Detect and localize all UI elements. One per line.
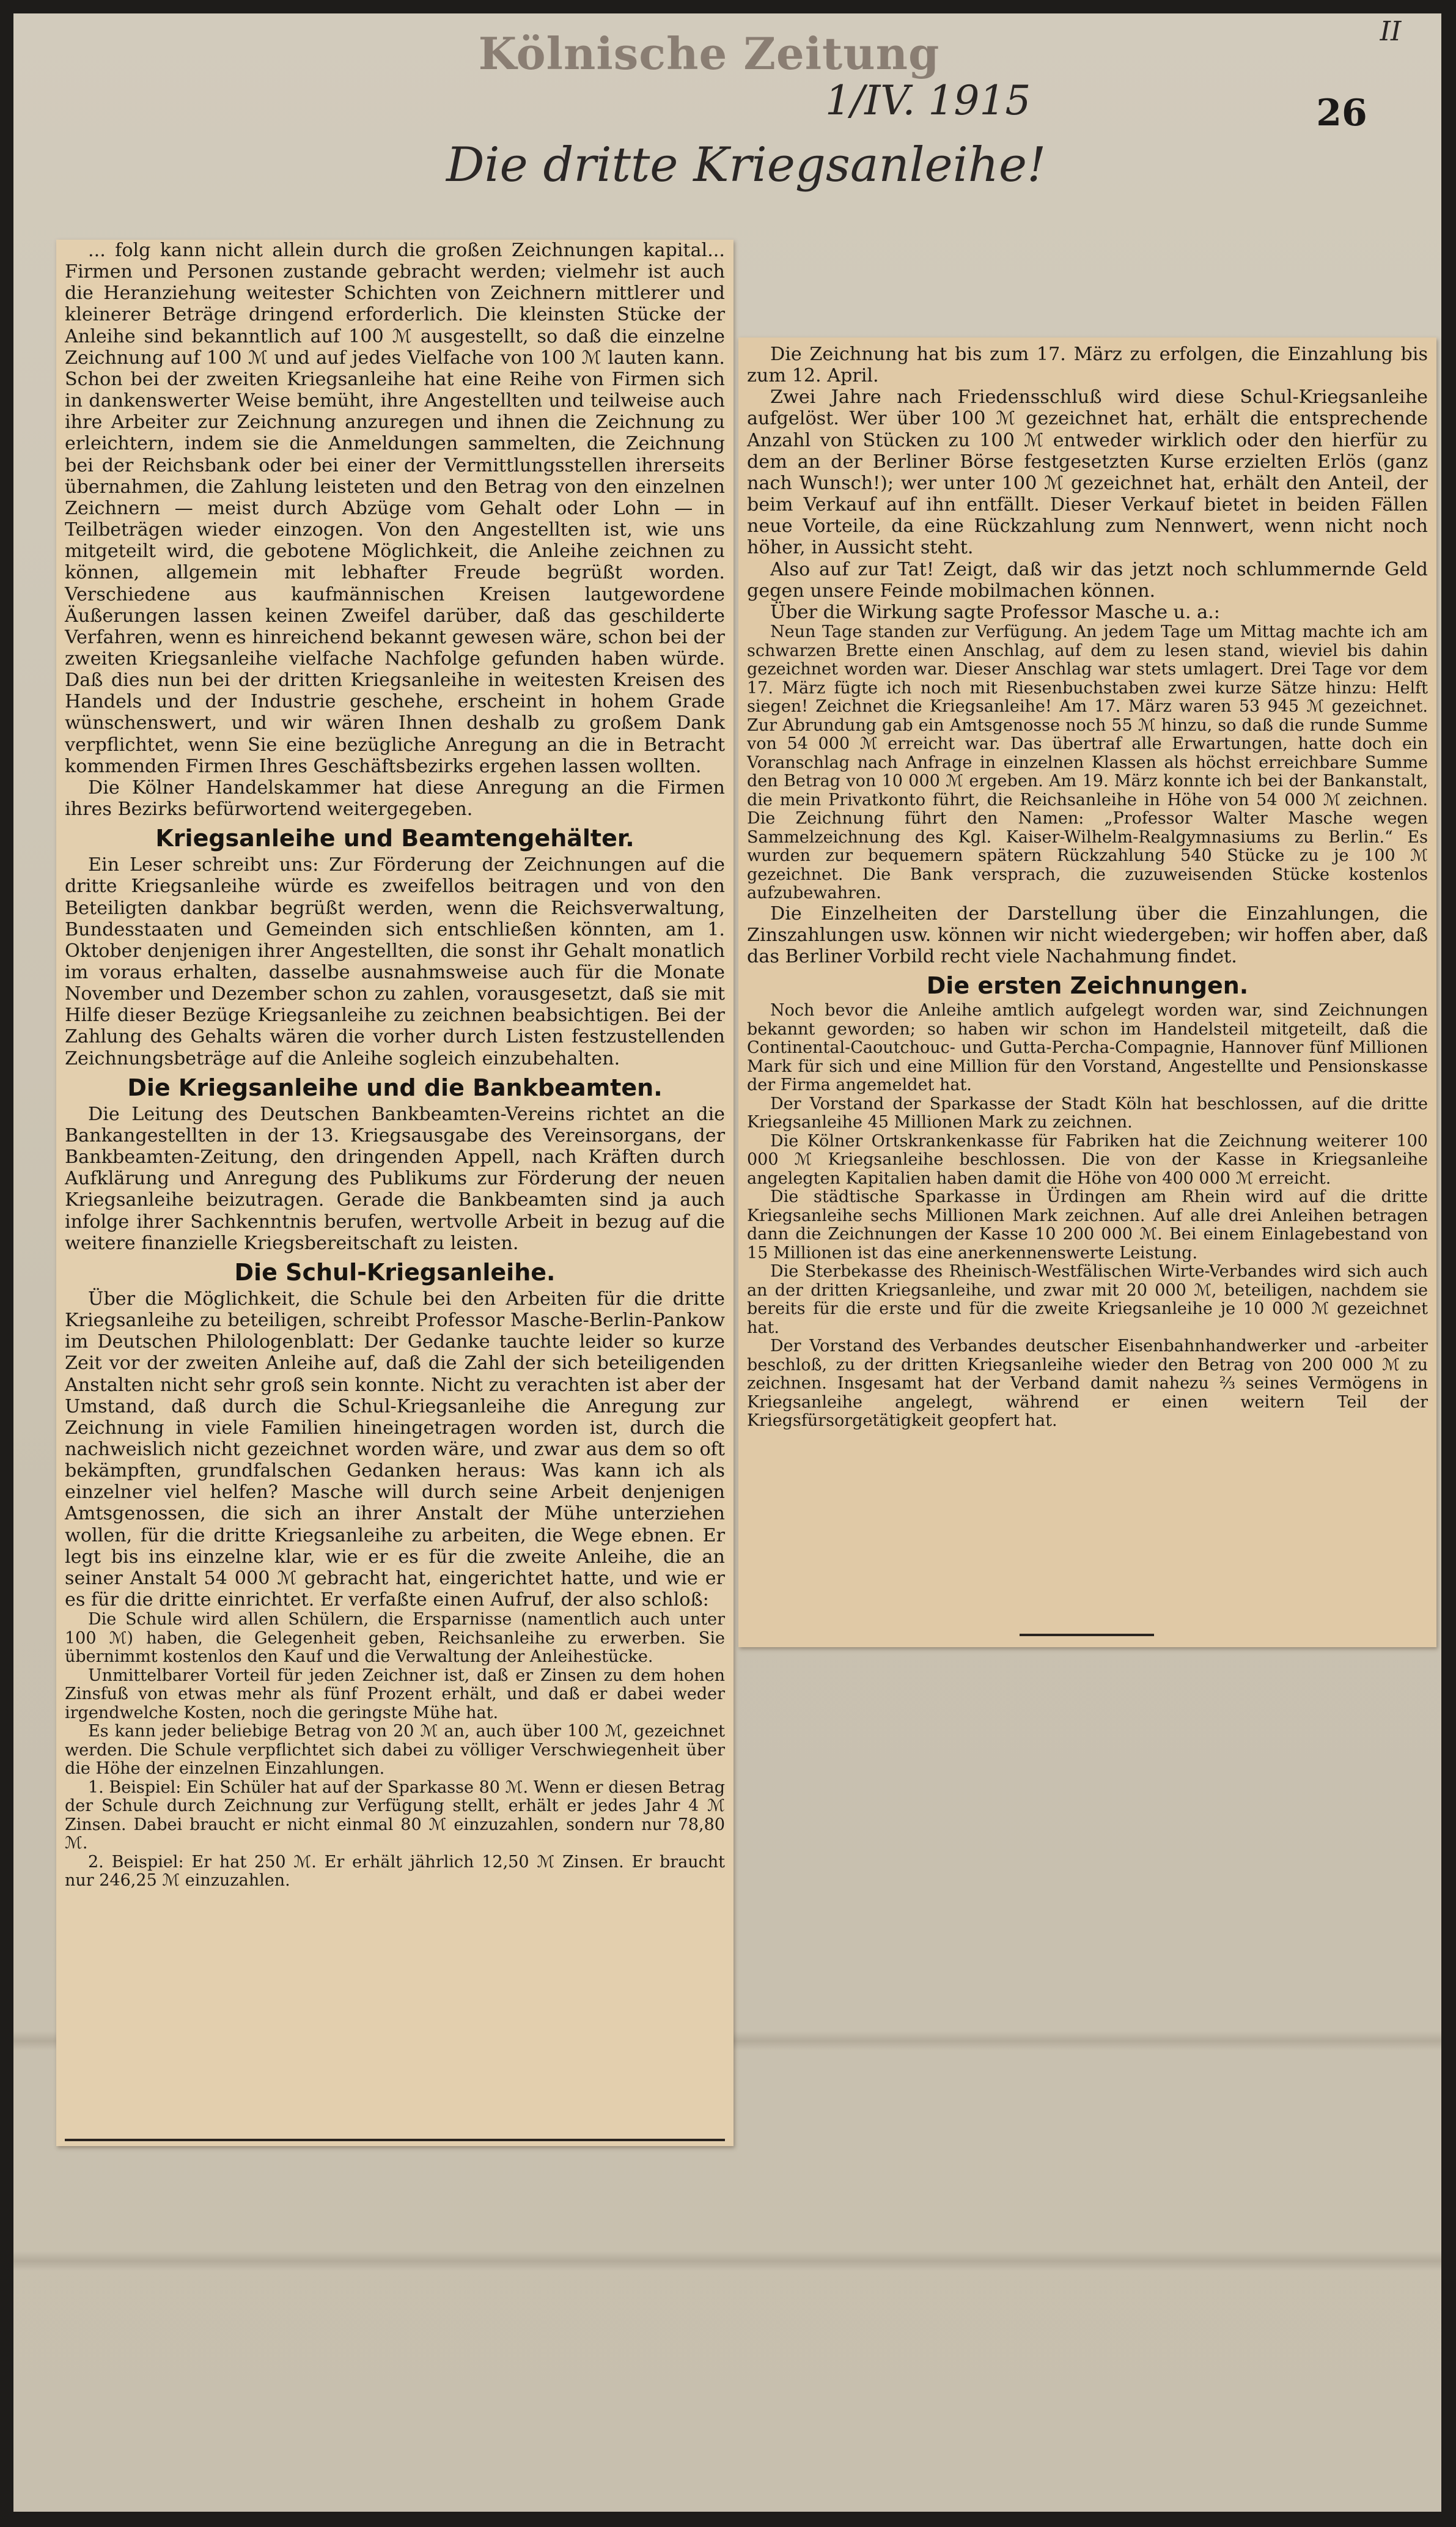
quote-paragraph: 2. Beispiel: Er hat 250 ℳ. Er erhält jährlich 12,50 ℳ Zinsen. Er braucht nur 246,25 ℳ einzuzahlen. <box>65 1852 725 1891</box>
article-paragraph: Zwei Jahre nach Friedensschluß wird diese Schul-Kriegsanleihe aufgelöst. Wer über 100 ℳ gezeichnet hat, erhält die entsprechende Anzahl von Stücken zu 100 ℳ entweder wirklich oder den hierfür zu dem an der Berliner Börse festgesetzten Kurse erzielten Erlös (ganz nach Wunsch!); wer unter 100 ℳ gezeichnet hat, erhält den Anteil, der beim Verkauf auf ihn entfällt. Dieser Verkauf bietet in beiden Fällen neue Vorteile, da eine Rückzahlung zum Nennwert, wenn nicht noch höher, in Aussicht steht. <box>747 386 1428 559</box>
article-paragraph: Die Zeichnung hat bis zum 17. März zu erfolgen, die Einzahlung bis zum 12. April. <box>747 344 1428 387</box>
quoted-appeal <box>65 1610 725 1891</box>
article-paragraph: Die Leitung des Deutschen Bankbeamten-Vereins richtet an die Bankangestellten in der 13. Kriegsausgabe des Vereinsorgans, der Bankbeamten-Zeitung, den dringenden Appell, nach Kräften durch Aufklärung und Anregung des Publikums zur Förderung der neuen Kriegsanleihe beizutragen. Gerade die Bankbeamten sind ja auch infolge ihrer Sachkenntnis berufen, wertvolle Arbeit in bezug auf die weitere finanzielle Kriegsbereitschaft zu leisten. <box>65 1103 725 1254</box>
page-number: 26 <box>1316 92 1367 135</box>
quote-paragraph: 1. Beispiel: Ein Schüler hat auf der Sparkasse 80 ℳ. Wenn er diesen Betrag der Schule durch Zeichnung zur Verfügung stellt, erhält er jedes Jahr 4 ℳ Zinsen. Dabei braucht er nicht einmal 80 ℳ einzuzahlen, sondern nur 78,80 ℳ. <box>65 1777 725 1853</box>
intro-paragraph: Die Kölner Handelskammer hat diese Anregung an die Firmen ihres Bezirks befürwortend weitergegeben. <box>65 777 725 821</box>
quoted-report <box>747 623 1428 903</box>
quote-paragraph: Die Schule wird allen Schülern, die Ersparnisse (namentlich auch unter 100 ℳ) haben, die Gelegenheit geben, Reichsanleihe zu erwerben. Sie übernimmt kostenlos den Kauf und die Verwaltung der Anleihestücke. <box>65 1610 725 1667</box>
subscriptions-list <box>747 1002 1428 1431</box>
intro-paragraph: ... folg kann nicht allein durch die großen Zeichnungen kapital... Firmen und Personen zustande gebracht werden; vielmehr ist auch die Heranziehung weitester Schichten von Zeichnern mittlerer und kleinerer Beträge dringend erforderlich. Die kleinsten Stücke der Anleihe sind bekanntlich auf 100 ℳ ausgestellt, so daß die einzelne Zeichnung auf 100 ℳ und auf jedes Vielfache von 100 ℳ lauten kann. Schon bei der zweiten Kriegsanleihe hat eine Reihe von Firmen sich in dankenswerter Weise bemüht, ihre Angestellten und teilweise auch ihre Arbeiter zur Zeichnung anzuregen und ihnen die Zeichnung zu erleichtern, indem sie die Anmeldungen sammelten, die Zeichnung bei der Reichsbank oder bei einer der Vermittlungsstellen ihrerseits übernahmen, die Zahlung leisteten und den Betrag von den einzelnen Zeichnern — meist durch Abzüge vom Gehalt oder Lohn — in Teilbeträgen wieder einzogen. Von den Angestellten ist, wie uns mitgeteilt wird, die gebotene Möglichkeit, die Anleihe zeichnen zu können, allgemein mit lebhafter Freude begrüßt worden. Verschiedene aus kaufmännischen Kreisen lautgewordene Äußerungen lassen keinen Zweifel darüber, daß das geschilderte Verfahren, wenn es hinreichend bekannt gewesen wäre, schon bei der zweiten Kriegsanleihe vielfache Nachfolge gefunden haben würde. Daß dies nun bei der dritten Kriegsanleihe in weitesten Kreisen des Handels und der Industrie geschehe, erscheint in hohem Grade wünschenswert, und wir wären Ihnen deshalb zu großem Dank verpflichtet, wenn Sie eine bezügliche Anregung an die in Betracht kommenden Firmen Ihres Geschäftsbezirks ergehen lassen wollten. <box>65 240 725 777</box>
handwritten-date: 1/IV. 1915 <box>825 77 1031 124</box>
section-heading: Die ersten Zeichnungen. <box>926 972 1249 999</box>
article-paragraph: Über die Möglichkeit, die Schule bei den Arbeiten für die dritte Kriegsanleihe zu beteiligen, schreibt Professor Masche-Berlin-Pankow im Deutschen Philologenblatt: Der Gedanke tauchte leider so kurze Zeit vor der zweiten Anleihe auf, daß die Zahl der sich beteiligenden Anstalten nicht sehr groß sein konnte. Nicht zu verachten ist aber der Umstand, daß durch die Schul-Kriegsanleihe die Anregung zur Zeichnung in viele Familien hineingetragen worden ist, durch die nachweislich nicht gezeichnet worden wäre, und zwar aus dem so oft bekämpften, grundfalschen Gedanken heraus: Was kann ich als einzelner viel helfen? Masche will durch seine Arbeit denjenigen Amtsgenossen, die sich an ihrer Anstalt der Mühe unterziehen wollen, für die dritte Kriegsanleihe zu arbeiten, die Wege ebnen. Er legt bis ins einzelne klar, wie er es für die zweite Anleihe, die an seiner Anstalt 54 000 ℳ gebracht hat, eingerichtet hatte, und wie er es für die dritte einrichtet. Er verfaßte einen Aufruf, der also schloß: <box>65 1288 725 1611</box>
column-end-rule <box>65 2139 725 2141</box>
quote-paragraph: Neun Tage standen zur Verfügung. An jedem Tage um Mittag machte ich am schwarzen Brette einen Anschlag, auf dem zu lesen stand, wieviel bis dahin gezeichnet worden war. Dieser Anschlag war stets umlagert. Drei Tage vor dem 17. März fügte ich noch mit Riesenbuchstaben zwei kurze Sätze hinzu: Helft siegen! Zeichnet die Kriegsanleihe! Am 17. März waren 53 945 ℳ gezeichnet. Zur Abrundung gab ein Amtsgenosse noch 55 ℳ hinzu, so daß die runde Summe von 54 000 ℳ erreicht war. Das übertraf alle Erwartungen, hatte doch ein Voranschlag nach Anfrage in einzelnen Klassen als höchst erreichbare Summe den Betrag von 10 000 ℳ ergeben. Am 19. März konnte ich bei der Bankanstalt, die mein Privatkonto führt, die Reichsanleihe in Höhe von 54 000 ℳ zeichnen. Die Zeichnung führt den Namen: „Professor Walter Masche wegen Sammelzeichnung des Kgl. Kaiser-Wilhelm-Realgymnasiums zu Berlin.“ Es wurden zur bequemern spätern Rückzahlung 540 Stücke zu je 100 ℳ gezeichnet. Die Bank versprach, die zuzuweisenden Stücke kostenlos aufzubewahren. <box>747 622 1428 903</box>
quote-paragraph: Es kann jeder beliebige Betrag von 20 ℳ an, auch über 100 ℳ, gezeichnet werden. Die Schule verpflichtet sich dabei zu völliger Verschwiegenheit über die Höhe der einzelnen Einzahlungen. <box>65 1722 725 1779</box>
section-heading: Die Kriegsanleihe und die Bankbeamten. <box>127 1074 663 1101</box>
article-paragraph: Der Vorstand des Verbandes deutscher Eisenbahnhandwerker und -arbeiter beschloß, zu der dritten Kriegsanleihe wieder den Betrag von 200 000 ℳ zu zeichnen. Insgesamt hat der Verband damit nahezu ⅔ seines Vermögens in Kriegsanleihe angelegt, während er einen weitern Teil der Kriegsfürsorgetätigkeit geopfert hat. <box>747 1337 1428 1430</box>
section-heading: Kriegsanleihe und Beamtengehälter. <box>155 825 634 852</box>
article-paragraph: Der Vorstand der Sparkasse der Stadt Köln hat beschlossen, auf die dritte Kriegsanleihe 45 Millionen Mark zu zeichnen. <box>747 1094 1428 1132</box>
article-paragraph: Über die Wirkung sagte Professor Masche u. a.: <box>770 601 1220 623</box>
roman-mark: II <box>1380 16 1402 47</box>
section-heading: Die Schul-Kriegsanleihe. <box>234 1258 556 1286</box>
left-clipping <box>56 240 734 2146</box>
article-paragraph: Die Einzelheiten der Darstellung über die Einzahlungen, die Zinszahlungen usw. können wir nicht wiedergeben; wir hoffen aber, daß das Berliner Vorbild recht viele Nachahmung findet. <box>747 902 1428 967</box>
handwritten-heading: Die dritte Kriegsanleihe! <box>446 138 1046 193</box>
paper-fold-lower <box>13 2251 1441 2271</box>
article-paragraph: Noch bevor die Anleihe amtlich aufgelegt worden war, sind Zeichnungen bekannt geworden; so haben wir schon im Handelsteil mitgeteilt, daß die Continental-Caoutchouc- und Gutta-Percha-Compagnie, Hannover fünf Millionen Mark für sich und eine Million für den Vorstand, Angestellte und Pensionskasse der Firma angemeldet hat. <box>747 1001 1428 1094</box>
quote-paragraph: Unmittelbarer Vorteil für jeden Zeichner ist, daß er Zinsen zu dem hohen Zinsfuß von etwas mehr als fünf Prozent erhält, und daß er dabei weder irgendwelche Kosten, noch die geringste Mühe hat. <box>65 1666 725 1722</box>
article-paragraph: Ein Leser schreibt uns: Zur Förderung der Zeichnungen auf die dritte Kriegsanleihe würde es zweifellos beitragen und von den Beteiligten dankbar begrüßt werden, wenn die Reichsverwaltung, Bundesstaaten und Gemeinden sich entschließen könnten, am 1. Oktober denjenigen ihrer Angestellten, die sonst ihr Gehalt monatlich im voraus erhalten, dasselbe ausnahmsweise auch für die Monate November und Dezember schon zu zahlen, vorausgesetzt, daß sie mit Hilfe dieser Bezüge Kriegsanleihe zu zeichnen beabsichtigen. Bei der Zahlung des Gehalts wären die vorher durch Listen festzustellenden Zeichnungsbeträge auf die Anleihe sogleich einzubehalten. <box>65 854 725 1069</box>
right-clipping <box>738 338 1436 1647</box>
end-rule <box>1020 1634 1154 1636</box>
article-paragraph: Also auf zur Tat! Zeigt, daß wir das jetzt noch schlummernde Geld gegen unsere Feinde mobilmachen können. <box>747 558 1428 602</box>
article-paragraph: Die Kölner Ortskrankenkasse für Fabriken hat die Zeichnung weiterer 100 000 ℳ Kriegsanleihe beschlossen. Die von der Kasse in Kriegsanleihe angelegten Kapitalien haben damit die Höhe von 400 000 ℳ erreicht. <box>747 1131 1428 1188</box>
article-paragraph: Die städtische Sparkasse in Ürdingen am Rhein wird auf die dritte Kriegsanleihe sechs Millionen Mark zeichnen. Auf alle drei Anleihen betragen dann die Zeichnungen der Kasse 10 200 000 ℳ. Bei einem Einlagebestand von 15 Millionen ist das eine anerkennenswerte Leistung. <box>747 1187 1428 1263</box>
article-paragraph: Die Sterbekasse des Rheinisch-Westfälischen Wirte-Verbandes wird sich auch an der dritten Kriegsanleihe, und zwar mit 20 000 ℳ, beteiligen, nachdem sie bereits für die erste und für die zweite Kriegsanleihe je 10 000 ℳ gezeichnet hat. <box>747 1262 1428 1337</box>
newspaper-masthead: Kölnische Zeitung <box>478 28 940 79</box>
